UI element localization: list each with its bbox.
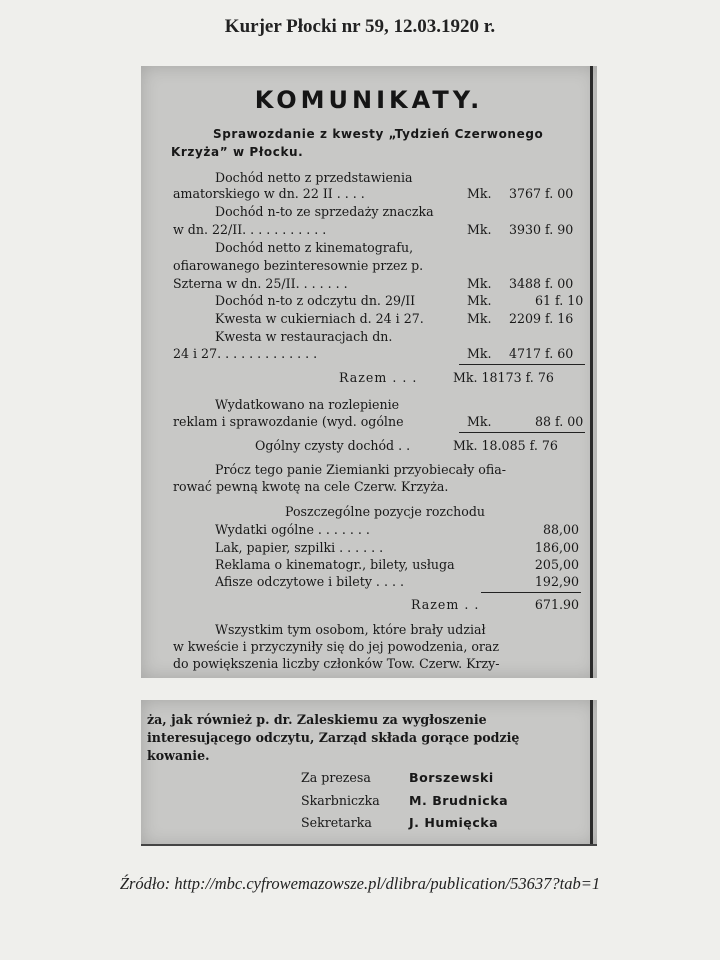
source-prefix: Źródło: — [119, 874, 171, 893]
income-currency: Mk. — [467, 276, 492, 291]
newspaper-clipping-continued — [141, 700, 597, 846]
income-currency: Mk. — [467, 186, 492, 201]
income-amount: 2209 f. 16 — [509, 311, 574, 326]
income-item-line: w dn. 22/II. . . . . . . . . . . — [173, 222, 327, 237]
net-income-value: Mk. 18.085 f. 76 — [453, 438, 558, 453]
income-item-line: ofiarowanego bezinteresownie przez p. — [173, 258, 424, 273]
source-footer — [0, 874, 720, 894]
income-item-line: Szterna w dn. 25/II. . . . . . . — [173, 276, 348, 291]
sum-rule — [459, 364, 585, 365]
total-value: 671.90 — [534, 597, 579, 612]
continued-line: interesującego odczytu, Zarząd składa gorące podzię — [147, 730, 520, 745]
net-income-label: Ogólny czysty dochód . . — [255, 438, 411, 453]
column-rule — [590, 66, 593, 678]
sum-rule — [459, 432, 585, 433]
breakdown-value: 205,00 — [534, 557, 579, 572]
expense-currency: Mk. — [467, 414, 492, 429]
expense-amount: 88 f. 00 — [535, 414, 584, 429]
breakdown-label: Afisze odczytowe i bilety . . . . — [215, 574, 404, 589]
income-amount: 4717 f. 60 — [509, 346, 574, 361]
income-amount: 3488 f. 00 — [509, 276, 574, 291]
note-line: Prócz tego panie Ziemianki przyobiecały ofia- — [215, 462, 507, 477]
signature-role: Za prezesa — [301, 770, 371, 785]
source-link[interactable]: http://mbc.cyfrowemazowsze.pl/dlibra/publication/53637?tab=1 — [174, 874, 601, 893]
breakdown-value: 186,00 — [534, 540, 579, 555]
breakdown-label: Wydatki ogólne . . . . . . . — [215, 522, 370, 537]
income-item-line: Dochód netto z przedstawienia — [215, 170, 413, 185]
closing-line: Wszystkim tym osobom, które brały udział — [215, 622, 486, 637]
income-currency: Mk. — [467, 346, 492, 361]
income-item-line: Dochód n-to ze sprzedaży znaczka — [215, 204, 434, 219]
breakdown-title: Poszczególne pozycje rozchodu — [285, 504, 485, 519]
report-subheading-cont: Krzyża” w Płocku. — [171, 145, 304, 159]
total-label: Razem . . — [411, 597, 480, 612]
newspaper-clipping — [141, 66, 597, 678]
income-amount: 3930 f. 90 — [509, 222, 574, 237]
total-label: Razem . . . — [339, 370, 418, 385]
income-currency: Mk. — [467, 293, 492, 308]
signature-role: Skarbniczka — [301, 793, 380, 808]
signature-name: Borszewski — [409, 770, 494, 785]
column-rule — [590, 700, 593, 846]
income-item-line: 24 i 27. . . . . . . . . . . . . — [173, 346, 318, 361]
breakdown-value: 88,00 — [542, 522, 579, 537]
income-currency: Mk. — [467, 311, 492, 326]
breakdown-label: Lak, papier, szpilki . . . . . . — [215, 540, 384, 555]
income-amount: 3767 f. 00 — [509, 186, 574, 201]
income-item-line: Kwesta w restauracjach dn. — [215, 329, 393, 344]
income-item-line: Dochód netto z kinematografu, — [215, 240, 414, 255]
report-subheading: Sprawozdanie z kwesty „Tydzień Czerwonego — [213, 127, 544, 141]
bottom-rule — [141, 844, 597, 846]
income-currency: Mk. — [467, 222, 492, 237]
signature-name: M. Brudnicka — [409, 793, 509, 808]
note-line: rować pewną kwotę na cele Czerw. Krzyża. — [173, 479, 449, 494]
income-item-line: Kwesta w cukierniach d. 24 i 27. — [215, 311, 424, 326]
clipping-heading: KOMUNIKATY. — [254, 86, 484, 114]
signature-role: Sekretarka — [301, 815, 372, 830]
sum-rule — [481, 592, 581, 593]
expense-line: reklam i sprawozdanie (wyd. ogólne — [173, 414, 404, 429]
closing-line: w kweście i przyczyniły się do jej powodzenia, oraz — [173, 639, 500, 654]
income-item-line: Dochód n-to z odczytu dn. 29/II — [215, 293, 416, 308]
total-value: Mk. 18173 f. 76 — [453, 370, 554, 385]
continued-line: kowanie. — [147, 748, 210, 763]
expense-line: Wydatkowano na rozlepienie — [215, 397, 400, 412]
breakdown-value: 192,90 — [534, 574, 579, 589]
continued-line: ża, jak również p. dr. Zaleskiemu za wygłoszenie — [147, 712, 487, 727]
breakdown-label: Reklama o kinematogr., bilety, usługa — [215, 557, 455, 572]
closing-line: do powiększenia liczby członków Tow. Czerw. Krzy- — [173, 656, 500, 671]
income-amount: 61 f. 10 — [535, 293, 584, 308]
signature-name: J. Humięcka — [409, 815, 499, 830]
income-item-line: amatorskiego w dn. 22 II . . . . — [173, 186, 365, 201]
page-title: Kurjer Płocki nr 59, 12.03.1920 r. — [224, 16, 496, 37]
